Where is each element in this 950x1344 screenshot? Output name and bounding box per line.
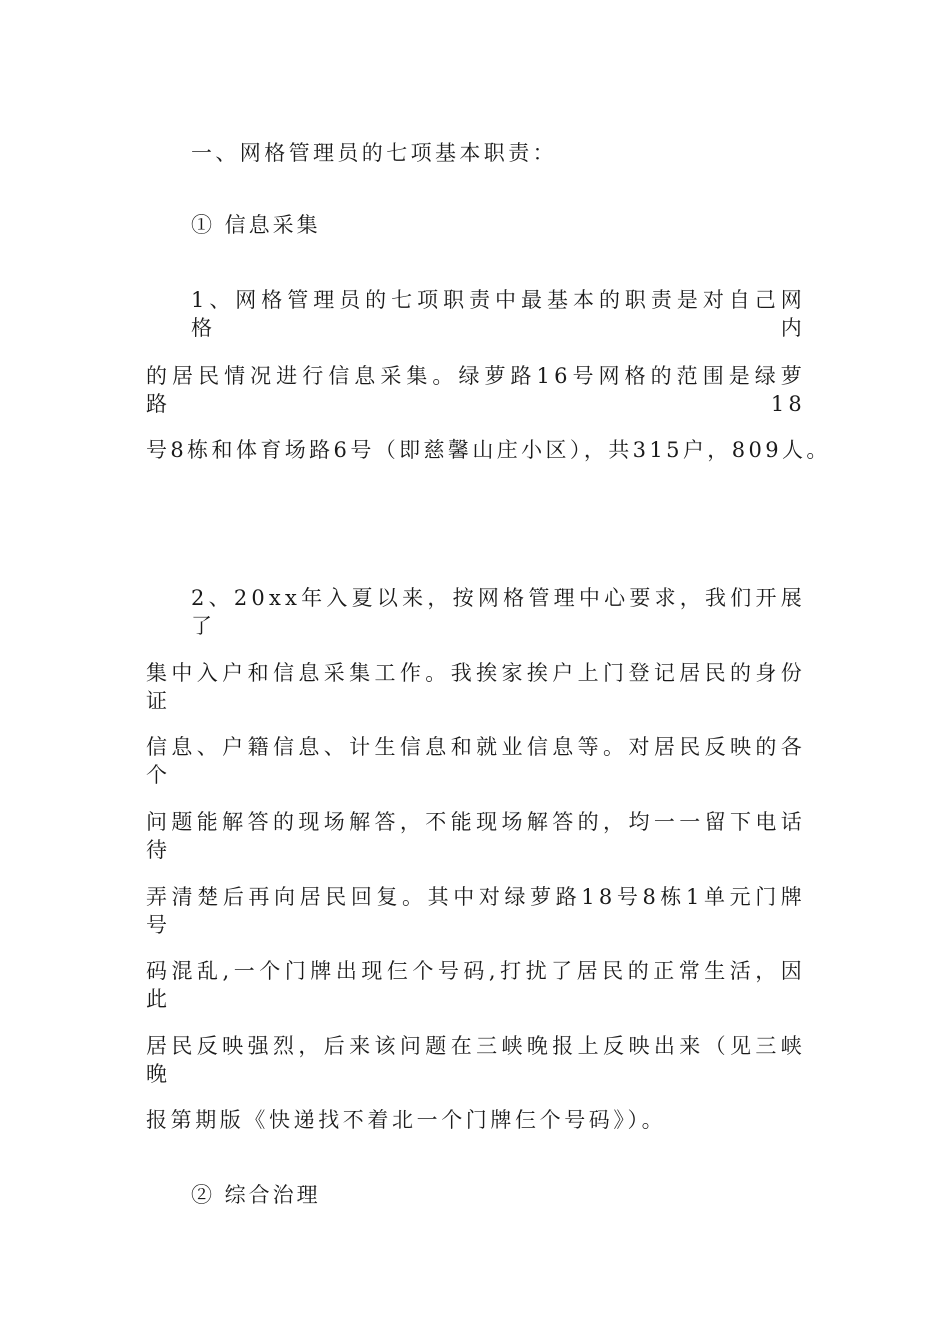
paragraph-line: 报第期版《快递找不着北一个门牌仨个号码》）。 — [146, 1108, 667, 1132]
paragraph-line: 居民反映强烈，后来该问题在三峡晚报上反映出来（见三峡晚 — [146, 1034, 806, 1086]
paragraph-line: 问题能解答的现场解答，不能现场解答的，均一一留下电话待 — [146, 810, 806, 862]
paragraph-line: 的居民情况进行信息采集。绿萝路16号网格的范围是绿萝路18 — [146, 364, 806, 416]
section-heading: 一、网格管理员的七项基本职责： — [191, 141, 557, 165]
paragraph-line: 信息、户籍信息、计生信息和就业信息等。对居民反映的各个 — [146, 735, 806, 787]
paragraph-line: 号8栋和体育场路6号（即慈馨山庄小区），共315户，809人。 — [146, 438, 831, 462]
paragraph-line: 1、网格管理员的七项职责中最基本的职责是对自己网格内 — [191, 288, 806, 340]
paragraph-line: 码混乱,一个门牌出现仨个号码,打扰了居民的正常生活，因此 — [146, 959, 806, 1011]
paragraph-line: 2、20xx年入夏以来，按网格管理中心要求，我们开展了 — [191, 586, 806, 638]
paragraph-line: 弄清楚后再向居民回复。其中对绿萝路18号8栋1单元门牌号 — [146, 885, 806, 937]
paragraph-line: 集中入户和信息采集工作。我挨家挨户上门登记居民的身份证 — [146, 661, 806, 713]
subsection-title-info-collection: ① 信息采集 — [191, 213, 321, 237]
subsection-title-comprehensive-governance: ② 综合治理 — [191, 1183, 321, 1207]
